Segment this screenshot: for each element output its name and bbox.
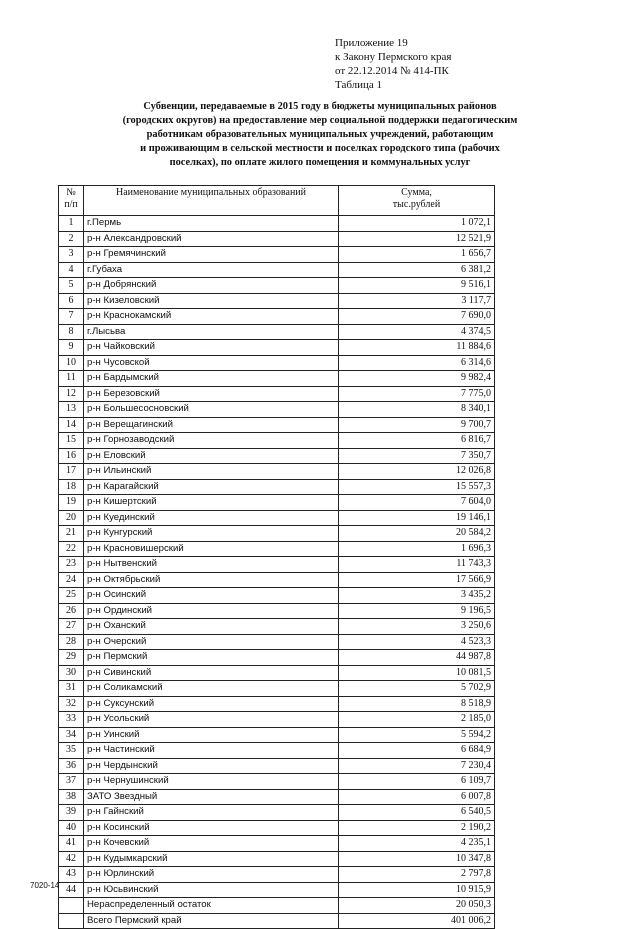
cell-name: р-н Сивинский xyxy=(84,665,339,681)
cell-sum: 5 702,9 xyxy=(339,681,495,697)
cell-sum: 9 516,1 xyxy=(339,278,495,294)
cell-name: р-н Нытвенский xyxy=(84,557,339,573)
table-row xyxy=(59,712,495,728)
cell-number: 1 xyxy=(59,216,84,232)
cell-number: 7 xyxy=(59,309,84,325)
cell-name: р-н Суксунский xyxy=(84,696,339,712)
cell-sum: 11 743,3 xyxy=(339,557,495,573)
cell-name: р-н Кудымкарский xyxy=(84,851,339,867)
appendix-line: Таблица 1 xyxy=(335,79,383,91)
table-row xyxy=(59,650,495,666)
cell-number: 18 xyxy=(59,479,84,495)
table-row xyxy=(59,309,495,325)
cell-name: р-н Березовский xyxy=(84,386,339,402)
cell-sum: 20 050,3 xyxy=(339,898,495,914)
cell-name: р-н Александровский xyxy=(84,231,339,247)
cell-name: р-н Частинский xyxy=(84,743,339,759)
cell-sum: 7 690,0 xyxy=(339,309,495,325)
cell-number: 35 xyxy=(59,743,84,759)
table-row xyxy=(59,867,495,883)
cell-number: 6 xyxy=(59,293,84,309)
cell-number: 29 xyxy=(59,650,84,666)
cell-number: 15 xyxy=(59,433,84,449)
cell-name: р-н Усольский xyxy=(84,712,339,728)
cell-name: р-н Горнозаводский xyxy=(84,433,339,449)
table-row xyxy=(59,898,495,914)
cell-name: р-н Краснокамский xyxy=(84,309,339,325)
table-row xyxy=(59,619,495,635)
cell-number: 4 xyxy=(59,262,84,278)
table-row xyxy=(59,386,495,402)
table-row xyxy=(59,216,495,232)
cell-name: р-н Осинский xyxy=(84,588,339,604)
cell-sum: 17 566,9 xyxy=(339,572,495,588)
appendix-header xyxy=(335,36,451,92)
appendix-line: от 22.12.2014 № 414-ПК xyxy=(335,65,449,77)
cell-sum: 1 072,1 xyxy=(339,216,495,232)
cell-name: р-н Кунгурский xyxy=(84,526,339,542)
cell-name: р-н Пермский xyxy=(84,650,339,666)
cell-name: р-н Косинский xyxy=(84,820,339,836)
cell-name: р-н Кочевский xyxy=(84,836,339,852)
table-row xyxy=(59,340,495,356)
cell-name: р-н Ординский xyxy=(84,603,339,619)
cell-number: 20 xyxy=(59,510,84,526)
table-row xyxy=(59,433,495,449)
cell-name: р-н Карагайский xyxy=(84,479,339,495)
cell-number: 43 xyxy=(59,867,84,883)
title-line: (городских округов) на предоставление мер социальной поддержки педагогическим xyxy=(122,115,518,126)
cell-number: 14 xyxy=(59,417,84,433)
cell-name: р-н Октябрьский xyxy=(84,572,339,588)
cell-name: р-н Оханский xyxy=(84,619,339,635)
table-row xyxy=(59,247,495,263)
table-header-row xyxy=(59,186,495,216)
cell-name: г.Пермь xyxy=(84,216,339,232)
table-row xyxy=(59,479,495,495)
table-row xyxy=(59,262,495,278)
cell-sum: 6 314,6 xyxy=(339,355,495,371)
cell-name: р-н Красновишерский xyxy=(84,541,339,557)
cell-name: р-н Куединский xyxy=(84,510,339,526)
cell-number: 19 xyxy=(59,495,84,511)
cell-name: Нераспределенный остаток xyxy=(84,898,339,914)
table-row xyxy=(59,495,495,511)
cell-sum: 1 656,7 xyxy=(339,247,495,263)
cell-sum: 9 196,5 xyxy=(339,603,495,619)
cell-number: 13 xyxy=(59,402,84,418)
cell-sum: 2 797,8 xyxy=(339,867,495,883)
table-row xyxy=(59,510,495,526)
cell-sum: 3 435,2 xyxy=(339,588,495,604)
cell-name: р-н Чусовской xyxy=(84,355,339,371)
header-text: Сумма, xyxy=(401,187,432,198)
header-text: № xyxy=(66,187,76,198)
table-row xyxy=(59,851,495,867)
table-row xyxy=(59,681,495,697)
table-row xyxy=(59,526,495,542)
table-row xyxy=(59,696,495,712)
cell-number: 5 xyxy=(59,278,84,294)
cell-sum: 15 557,3 xyxy=(339,479,495,495)
cell-sum: 2 190,2 xyxy=(339,820,495,836)
cell-sum: 6 109,7 xyxy=(339,774,495,790)
cell-name: Всего Пермский край xyxy=(84,913,339,929)
cell-number: 39 xyxy=(59,805,84,821)
table-row xyxy=(59,882,495,898)
cell-number: 33 xyxy=(59,712,84,728)
table-row xyxy=(59,588,495,604)
table-row xyxy=(59,805,495,821)
table-row xyxy=(59,789,495,805)
cell-sum: 12 521,9 xyxy=(339,231,495,247)
table-row xyxy=(59,417,495,433)
table-row xyxy=(59,355,495,371)
table-row xyxy=(59,603,495,619)
cell-number: 32 xyxy=(59,696,84,712)
cell-sum: 20 584,2 xyxy=(339,526,495,542)
cell-name: р-н Соликамский xyxy=(84,681,339,697)
table-row xyxy=(59,541,495,557)
cell-name: г.Лысьва xyxy=(84,324,339,340)
cell-name: р-н Бардымский xyxy=(84,371,339,387)
cell-sum: 1 696,3 xyxy=(339,541,495,557)
document-title xyxy=(30,100,610,170)
cell-sum: 6 684,9 xyxy=(339,743,495,759)
cell-sum: 8 518,9 xyxy=(339,696,495,712)
cell-number: 37 xyxy=(59,774,84,790)
cell-number: 9 xyxy=(59,340,84,356)
table-row xyxy=(59,820,495,836)
cell-sum: 12 026,8 xyxy=(339,464,495,480)
column-header-sum xyxy=(339,186,495,216)
cell-name: р-н Ильинский xyxy=(84,464,339,480)
cell-name: р-н Добрянский xyxy=(84,278,339,294)
cell-name: г.Губаха xyxy=(84,262,339,278)
table-row xyxy=(59,758,495,774)
table-row xyxy=(59,665,495,681)
cell-number: 2 xyxy=(59,231,84,247)
cell-name: р-н Юсьвинский xyxy=(84,882,339,898)
cell-number: 23 xyxy=(59,557,84,573)
cell-name: р-н Чайковский xyxy=(84,340,339,356)
cell-number: 41 xyxy=(59,836,84,852)
header-text: тыс.рублей xyxy=(392,199,441,210)
cell-sum: 7 350,7 xyxy=(339,448,495,464)
cell-sum: 6 540,5 xyxy=(339,805,495,821)
table-body xyxy=(59,216,495,929)
cell-sum: 4 523,3 xyxy=(339,634,495,650)
cell-name: р-н Кишертский xyxy=(84,495,339,511)
cell-number: 27 xyxy=(59,619,84,635)
table-row xyxy=(59,448,495,464)
cell-number: 22 xyxy=(59,541,84,557)
cell-sum: 8 340,1 xyxy=(339,402,495,418)
cell-sum: 19 146,1 xyxy=(339,510,495,526)
title-line: и проживающим в сельской местности и поселках городского типа (рабочих xyxy=(140,143,500,154)
cell-number: 11 xyxy=(59,371,84,387)
cell-number: 36 xyxy=(59,758,84,774)
cell-sum: 11 884,6 xyxy=(339,340,495,356)
footer-code: 7020-14 xyxy=(30,881,60,890)
cell-sum: 4 235,1 xyxy=(339,836,495,852)
column-header-number xyxy=(59,186,84,216)
title-line: Субвенции, передаваемые в 2015 году в бюджеты муниципальных районов xyxy=(143,101,497,112)
table-row xyxy=(59,293,495,309)
table-row xyxy=(59,402,495,418)
cell-name: р-н Уинский xyxy=(84,727,339,743)
table-row xyxy=(59,774,495,790)
header-text: п/п xyxy=(64,199,78,210)
cell-number: 26 xyxy=(59,603,84,619)
cell-number xyxy=(59,913,84,929)
cell-number: 10 xyxy=(59,355,84,371)
cell-number: 44 xyxy=(59,882,84,898)
title-line: работникам образовательных муниципальных учреждений, работающим xyxy=(146,129,494,140)
cell-number: 25 xyxy=(59,588,84,604)
cell-sum: 10 081,5 xyxy=(339,665,495,681)
table-row xyxy=(59,634,495,650)
header-text: Наименование муниципальных образований xyxy=(115,187,307,198)
cell-number: 8 xyxy=(59,324,84,340)
cell-name: р-н Чернушинский xyxy=(84,774,339,790)
cell-sum: 2 185,0 xyxy=(339,712,495,728)
cell-sum: 44 987,8 xyxy=(339,650,495,666)
cell-sum: 9 700,7 xyxy=(339,417,495,433)
cell-sum: 10 347,8 xyxy=(339,851,495,867)
cell-sum: 10 915,9 xyxy=(339,882,495,898)
cell-number: 21 xyxy=(59,526,84,542)
cell-sum: 7 604,0 xyxy=(339,495,495,511)
table-row xyxy=(59,727,495,743)
cell-sum: 7 230,4 xyxy=(339,758,495,774)
cell-name: ЗАТО Звездный xyxy=(84,789,339,805)
table-row xyxy=(59,231,495,247)
cell-number: 30 xyxy=(59,665,84,681)
cell-sum: 5 594,2 xyxy=(339,727,495,743)
cell-number: 34 xyxy=(59,727,84,743)
title-line: поселках), по оплате жилого помещения и коммунальных услуг xyxy=(169,157,471,168)
table-row xyxy=(59,278,495,294)
cell-name: р-н Гремячинский xyxy=(84,247,339,263)
cell-sum: 4 374,5 xyxy=(339,324,495,340)
cell-name: р-н Кизеловский xyxy=(84,293,339,309)
cell-number: 31 xyxy=(59,681,84,697)
appendix-line: к Закону Пермского края xyxy=(335,51,452,63)
cell-sum: 7 775,0 xyxy=(339,386,495,402)
cell-sum: 3 250,6 xyxy=(339,619,495,635)
table-row xyxy=(59,913,495,929)
subsidies-table xyxy=(58,185,495,929)
cell-name: р-н Чердынский xyxy=(84,758,339,774)
cell-sum: 6 007,8 xyxy=(339,789,495,805)
cell-name: р-н Юрлинский xyxy=(84,867,339,883)
cell-name: р-н Гайнский xyxy=(84,805,339,821)
cell-sum: 9 982,4 xyxy=(339,371,495,387)
table-row xyxy=(59,464,495,480)
cell-number: 17 xyxy=(59,464,84,480)
cell-number: 16 xyxy=(59,448,84,464)
cell-sum: 6 381,2 xyxy=(339,262,495,278)
cell-number: 42 xyxy=(59,851,84,867)
cell-number: 3 xyxy=(59,247,84,263)
cell-sum: 3 117,7 xyxy=(339,293,495,309)
cell-number: 12 xyxy=(59,386,84,402)
cell-sum: 6 816,7 xyxy=(339,433,495,449)
table-row xyxy=(59,572,495,588)
table-row xyxy=(59,557,495,573)
appendix-line: Приложение 19 xyxy=(335,37,408,49)
cell-number: 38 xyxy=(59,789,84,805)
cell-sum: 401 006,2 xyxy=(339,913,495,929)
column-header-name xyxy=(84,186,339,216)
cell-number: 28 xyxy=(59,634,84,650)
cell-number: 40 xyxy=(59,820,84,836)
table-row xyxy=(59,371,495,387)
cell-name: р-н Еловский xyxy=(84,448,339,464)
table-row xyxy=(59,324,495,340)
cell-number xyxy=(59,898,84,914)
table-row xyxy=(59,743,495,759)
cell-name: р-н Очерский xyxy=(84,634,339,650)
cell-number: 24 xyxy=(59,572,84,588)
cell-name: р-н Верещагинский xyxy=(84,417,339,433)
table-row xyxy=(59,836,495,852)
cell-name: р-н Большесосновский xyxy=(84,402,339,418)
